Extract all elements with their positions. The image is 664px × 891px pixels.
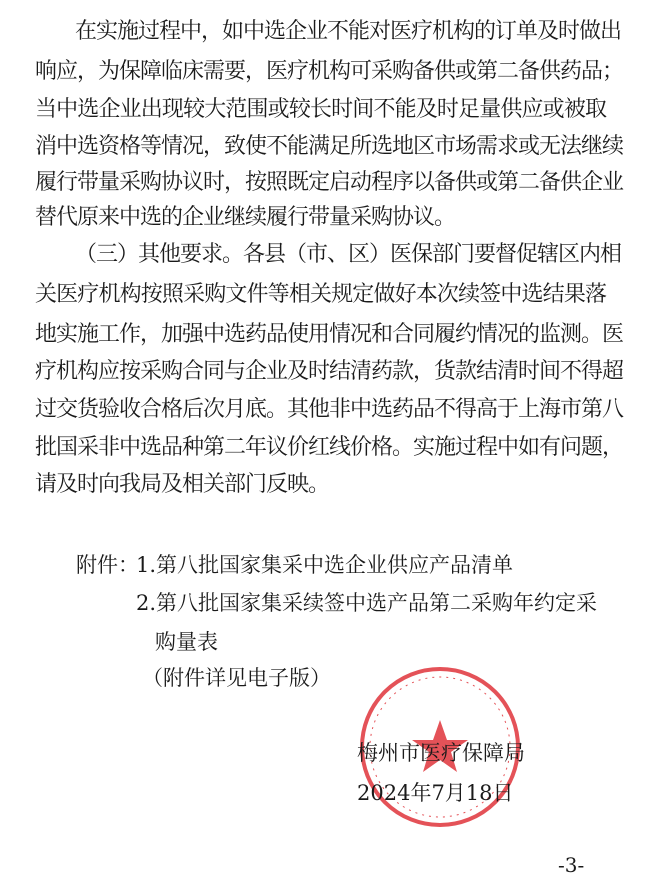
attachment-item-2: 2.第八批国家集采续签中选产品第二采购年约定采 [136, 591, 598, 615]
attachment-item-1: 1.第八批国家集采中选企业供应产品清单 [136, 553, 514, 577]
attachment-item-2-cont: 购量表 [155, 630, 218, 654]
text-line: 请及时向我局及相关部门反映。 [35, 472, 330, 497]
text-line: 批国采非中选品种第二年议价红线价格。实施过程中如有问题， [35, 435, 624, 460]
text-line: （三）其他要求。各县（市、区）医保部门要督促辖区内相 [75, 242, 622, 267]
text-line: 消中选资格等情况，致使不能满足所选地区市场需求或无法继续 [35, 134, 624, 159]
issue-date: 2024年7月18日 [357, 781, 514, 805]
text-line: 替代原来中选的企业继续履行带量采购协议。 [35, 205, 456, 230]
text-line: 履行带量采购协议时，按照既定启动程序以备供或第二备供企业 [35, 170, 624, 195]
attachment-note: （附件详见电子版） [142, 666, 331, 690]
text-line: 在实施过程中，如中选企业不能对医疗机构的订单及时做出 [75, 19, 622, 44]
page-number: -3- [558, 853, 585, 877]
text-line: 地实施工作，加强中选药品使用情况和合同履约情况的监测。医 [35, 322, 624, 347]
text-line: 疗机构应按采购合同与企业及时结清药款，货款结清时间不得超 [35, 359, 624, 384]
text-line: 过交货验收合格后次月底。其他非中选药品不得高于上海市第八 [35, 397, 624, 422]
text-line: 当中选企业出现较大范围或较长时间不能及时足量供应或被取 [35, 97, 606, 122]
text-line: 关医疗机构按照采购文件等相关规定做好本次续签中选结果落 [35, 282, 606, 307]
text-line: 响应，为保障临床需要，医疗机构可采购备供或第二备供药品； [35, 59, 624, 84]
issuing-organization: 梅州市医疗保障局 [357, 741, 525, 765]
attachments-label: 附件： [76, 553, 139, 577]
